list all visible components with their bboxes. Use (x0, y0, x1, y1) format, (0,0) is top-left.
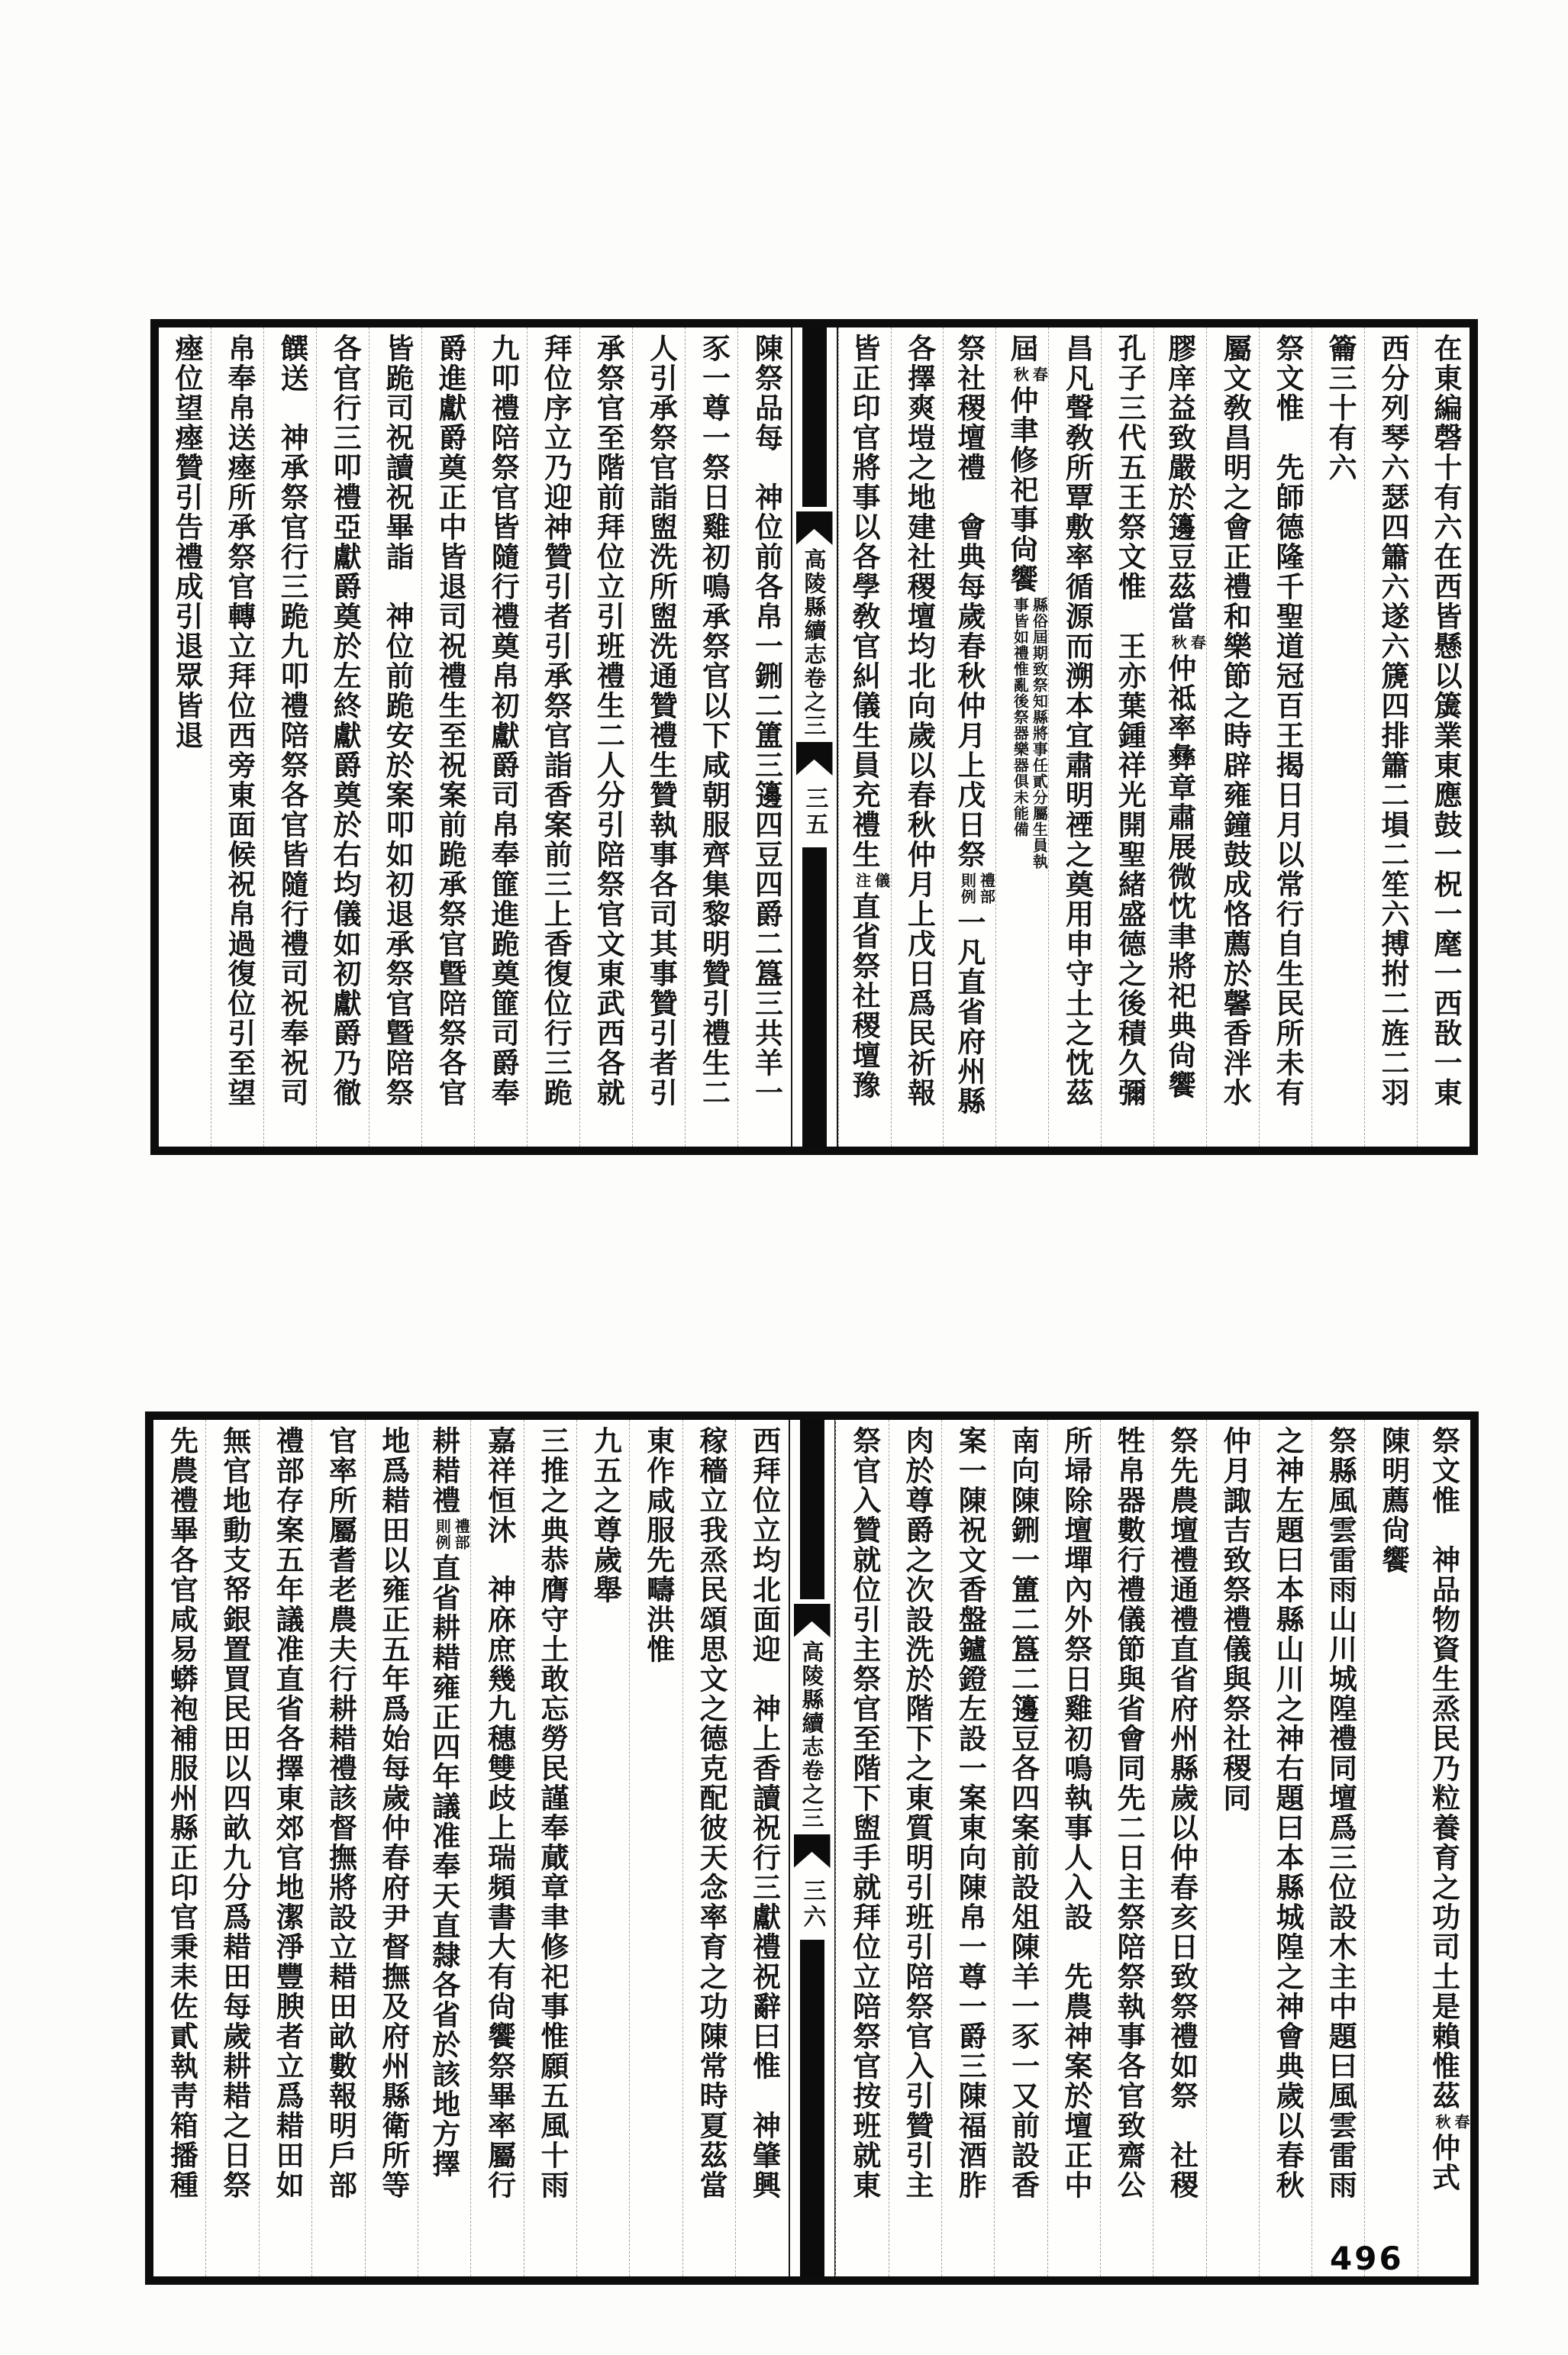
black-mouth-bar-icon (802, 327, 827, 507)
bottom-page-block (145, 1411, 1479, 2285)
volume-title: 高陵縣續志卷之三 (799, 1640, 825, 1830)
text-column: 人引承祭官詣盥洗所盥洗通贊禮生贊執事各司其事贊引者引 (632, 327, 685, 1147)
text-column: 仲月諏吉致祭禮儀與祭社稷同 (1206, 1420, 1259, 2276)
text-column: 祭先農壇禮通禮直省府州縣歲以仲春亥日致祭禮如祭 社稷 (1153, 1420, 1205, 2276)
text-column: 豕一尊一祭日雞初鳴承祭官以下咸朝服齊集黎明贊引禮生二 (685, 327, 737, 1147)
interlinear-note: 春 秋 (1011, 366, 1049, 382)
text-column: 九叩禮陪祭官皆隨行禮奠帛初獻爵司帛奉篚進跪奠篚司爵奉 (474, 327, 527, 1147)
text-column: 西拜位立均北面迎 神上香讀祝行三獻禮祝辭曰惟 神肇興 (735, 1420, 788, 2276)
text-column: 官率所屬耆老農夫行耕耤禮該督撫將設立耤田畝數報明戶部 (311, 1420, 364, 2276)
text-column: 皆正印官將事以各學敎官糾儀生員充禮生 儀 注 直省祭社稷壇豫 (838, 327, 891, 1147)
top-right-column-group (838, 327, 1470, 1147)
text-column: 之神左題曰本縣山川之神右題曰本縣城隍之神會典歲以春秋 (1259, 1420, 1312, 2276)
text-column: 饌送 神承祭官行三跪九叩禮陪祭各官皆隨行禮司祝奉祝司 (263, 327, 316, 1147)
bottom-left-column-group (153, 1420, 789, 2276)
text-column: 在東編磬十有六在西皆懸以簴業東應鼓一柷一麾一西敔一東 (1417, 327, 1470, 1147)
text-column: 無官地動支帑銀置買民田以四畝九分爲耤田每歲耕耤之日祭 (205, 1420, 258, 2276)
text-column: 瘞位望瘞贊引告禮成引退眾皆退 (169, 334, 203, 750)
text-column: 祭官入贊就位引主祭官至階下盥手就拜位立陪祭官按班就東 (835, 1420, 888, 2276)
text-column: 屆 春 秋 仲聿修祀事尙饗 縣俗屆期致祭知縣將事任貳分屬生員執 事皆如禮惟亂後祭器樂器俱未能備 (995, 327, 1048, 1147)
text-column: 南向陳鉶一簠二簋二籩豆各四案前設俎陳羊一豕一又前設香 (994, 1420, 1047, 2276)
fishtail-icon (796, 742, 833, 776)
text-column: 膠庠益致嚴於籩豆茲當 春 秋 仲祗率彝章肅展微忱聿將祀典尙饗 (1153, 327, 1206, 1147)
text-column: 稼穡立我烝民頌思文之德克配彼天念率育之功陳常時夏茲當 (682, 1420, 735, 2276)
text-column: 屬文敎昌明之會正禮和樂節之時辟雍鐘鼓成恪薦於馨香泮水 (1206, 327, 1259, 1147)
fishtail-icon (796, 511, 833, 545)
text-column: 承祭官至階前拜位立引班禮生二人分引陪祭官文東武西各就 (579, 327, 632, 1147)
fishtail-icon (794, 1834, 831, 1868)
text-column: 耕耤禮 禮部 則例 直省耕耤雍正四年議准奉天直隸各省於該地方擇 (418, 1420, 470, 2276)
volume-title: 高陵縣續志卷之三 (801, 548, 828, 737)
text-column: 案一陳祝文香盤鑪鐙左設一案東向陳帛一尊一爵三陳福酒胙 (941, 1420, 994, 2276)
text-column: 禮部存案五年議准直省各擇東郊官地潔淨豐腴者立爲耤田如 (259, 1420, 311, 2276)
interlinear-note: 禮部 則例 (433, 1518, 471, 1550)
text-column: 帛奉帛送瘞所承祭官轉立拜位西旁東面候祝帛過復位引至望 (211, 327, 263, 1147)
text-column: 所埽除壇墠內外祭日雞初鳴執事人入設 先農神案於壇正中 (1047, 1420, 1100, 2276)
text-column: 籥三十有六 (1312, 327, 1364, 1147)
text-column: 東作咸服先疇洪惟 (629, 1420, 682, 2276)
text-column: 皆跪司祝讀祝畢詣 神位前跪安於案叩如初退承祭官曁陪祭 (369, 327, 421, 1147)
fold-column (789, 1420, 836, 2276)
black-mouth-bar-icon (802, 847, 827, 1147)
top-page-block (150, 319, 1478, 1155)
black-mouth-bar-icon (800, 1420, 824, 1599)
text-column: 三推之典恭膺守土敢忘勞民謹奉蕆章聿修祀事惟願五風十雨 (524, 1420, 576, 2276)
page-number: 496 (1330, 2240, 1404, 2277)
text-column: 祭社稷壇禮 會典每歲春秋仲月上戊日祭 禮部 則例 一凡直省府州縣 (943, 327, 995, 1147)
text-column: 肉於尊爵之次設洗於階下之東質明引班引陪祭官入引贊引主 (889, 1420, 941, 2276)
text-column: 先農禮畢各官咸易蟒袍補服州縣正印官秉耒佐貳執靑箱播種 (165, 1426, 198, 2200)
text-column: 陳明薦尙饗 (1364, 1420, 1417, 2276)
text-column: 牲帛器數行禮儀節與省會同先二日主祭陪祭執事各官致齋公 (1100, 1420, 1153, 2276)
interlinear-note: 縣俗屆期致祭知縣將事任貳分屬生員執 事皆如禮惟亂後祭器樂器俱未能備 (1011, 597, 1049, 869)
text-column: 孔子三代五王祭文惟 王亦葉鍾祥光開聖緒盛德之後積久彌 (1101, 327, 1153, 1147)
interlinear-note: 春 秋 (1169, 634, 1207, 650)
text-column: 嘉祥恒沐 神庥庶幾九穗雙歧上瑞頻書大有尙饗祭畢率屬行 (470, 1420, 523, 2276)
text-column: 祭縣風雲雷雨山川城隍禮同壇爲三位設木主中題曰風雲雷雨 (1312, 1420, 1364, 2276)
text-column: 地爲耤田以雍正五年爲始每歲仲春府尹督撫及府州縣衛所等 (365, 1420, 418, 2276)
text-column: 祭文惟 神品物資生烝民乃粒養育之功司土是賴惟茲 春 秋 仲式 (1418, 1420, 1470, 2276)
black-mouth-bar-icon (800, 1940, 824, 2276)
fold-column (791, 327, 838, 1147)
text-column: 爵進獻爵奠正中皆退司祝禮生至祝案前跪承祭官曁陪祭各官 (421, 327, 474, 1147)
text-column: 昌凡聲敎所覃敷率循源而溯本宜肅明禋之奠用申守土之忱茲 (1048, 327, 1101, 1147)
interlinear-note: 儀 注 (853, 873, 891, 889)
bottom-right-column-group (836, 1420, 1471, 2276)
text-column: 各擇爽塏之地建社稷壇均北向歲以春秋仲月上戊日爲民祈報 (891, 327, 944, 1147)
text-column: 西分列琴六瑟四簫六遂六篪四排簫二塤二笙六搏拊二旌二羽 (1364, 327, 1417, 1147)
interlinear-note: 春 秋 (1433, 2114, 1470, 2130)
text-column: 拜位序立乃迎神贊引者引承祭官詣香案前三上香復位行三跪 (527, 327, 579, 1147)
folio-number: 三五 (801, 786, 828, 838)
folio-number: 三六 (799, 1879, 826, 1931)
interlinear-note: 禮部 則例 (958, 873, 996, 905)
top-left-column-group (159, 327, 791, 1147)
text-column: 祭文惟 先師德隆千聖道冠百王揭日月以常行自生民所未有 (1259, 327, 1312, 1147)
fishtail-icon (794, 1604, 831, 1637)
text-column: 陳祭品每 神位前各帛一鉶二簠三籩四豆四爵二簋三共羊一 (737, 327, 790, 1147)
text-column: 各官行三叩禮亞獻爵奠於左終獻爵奠於右均儀如初獻爵乃徹 (316, 327, 369, 1147)
text-column: 九五之尊歲舉 (576, 1420, 629, 2276)
